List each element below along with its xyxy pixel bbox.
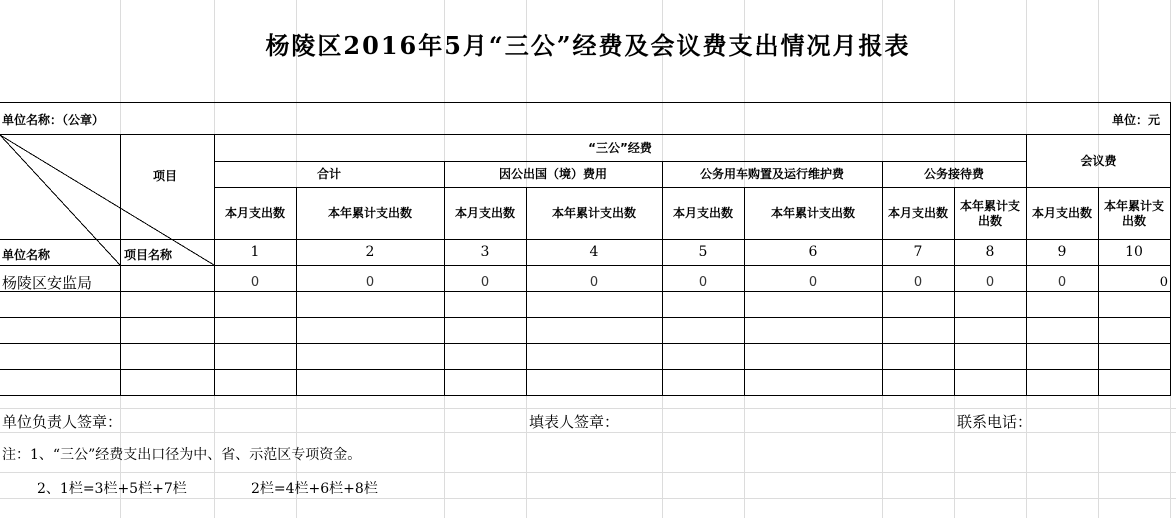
col-number: 5	[698, 244, 708, 260]
col-number: 1	[250, 244, 260, 260]
note-2a: 2、1栏=3栏+5栏+7栏	[37, 481, 187, 497]
currency-label: 单位：元	[1112, 113, 1161, 127]
header-xiangmu: 项目	[153, 169, 178, 183]
table-cell: 0	[589, 275, 599, 290]
col-number: 4	[589, 244, 599, 260]
col-number: 3	[480, 244, 490, 260]
header-unit-name: 单位名称	[2, 248, 51, 262]
header-col-year-wrapped: 本年累计支出数	[960, 198, 1021, 228]
header-col-year: 本年累计支出数	[770, 206, 855, 220]
leader-sign-label: 单位负责人签章：	[2, 413, 123, 431]
header-col-year: 本年累计支出数	[327, 206, 412, 220]
col-number: 9	[1057, 244, 1067, 260]
note-1: 注：1、“三公”经费支出口径为中、省、示范区专项资金。	[2, 447, 362, 463]
header-col-month: 本月支出数	[454, 206, 515, 220]
header-sangong: “三公”经费	[588, 140, 652, 155]
col-number: 10	[1125, 244, 1143, 260]
header-heji: 合计	[316, 167, 341, 181]
row-unit-name: 杨陵区安监局	[2, 274, 93, 292]
table-cell: 0	[1057, 275, 1067, 290]
table-cell: 0	[1159, 275, 1168, 290]
header-col-month-wrapped: 本月支出数	[888, 206, 949, 220]
col-number: 2	[365, 244, 375, 260]
header-col-year: 本年累计支出数	[551, 206, 636, 220]
table-cell: 0	[698, 275, 708, 290]
table-cell: 0	[913, 275, 923, 290]
filler-sign-label: 填表人签章：	[529, 413, 620, 431]
col-number: 6	[808, 244, 818, 260]
header-gongwuyongche: 公务用车购置及运行维护费	[699, 167, 844, 181]
header-col-year-wrapped: 本年累计支出数	[1104, 198, 1165, 228]
header-col-month: 本月支出数	[672, 206, 733, 220]
header-huiyi: 会议费	[1080, 153, 1117, 168]
table-cell: 0	[480, 275, 490, 290]
header-col-month: 本月支出数	[224, 206, 285, 220]
header-jiedai: 公务接待费	[923, 167, 984, 181]
header-chuguo: 因公出国（境）费用	[498, 167, 607, 181]
note-2b: 2栏=4栏+6栏+8栏	[251, 481, 378, 497]
header-item-name: 项目名称	[124, 248, 173, 262]
col-number: 7	[913, 244, 923, 260]
phone-label: 联系电话：	[957, 413, 1033, 431]
unit-name-label: 单位名称：（公章）	[2, 113, 105, 127]
col-number: 8	[985, 244, 995, 260]
table-cell: 0	[808, 275, 818, 290]
header-col-month-wrapped: 本月支出数	[1032, 206, 1093, 220]
report-title: 杨陵区2016年5月“三公”经费及会议费支出情况月报表	[265, 31, 911, 60]
table-cell: 0	[250, 275, 260, 290]
table-cell: 0	[365, 275, 375, 290]
table-cell: 0	[985, 275, 995, 290]
